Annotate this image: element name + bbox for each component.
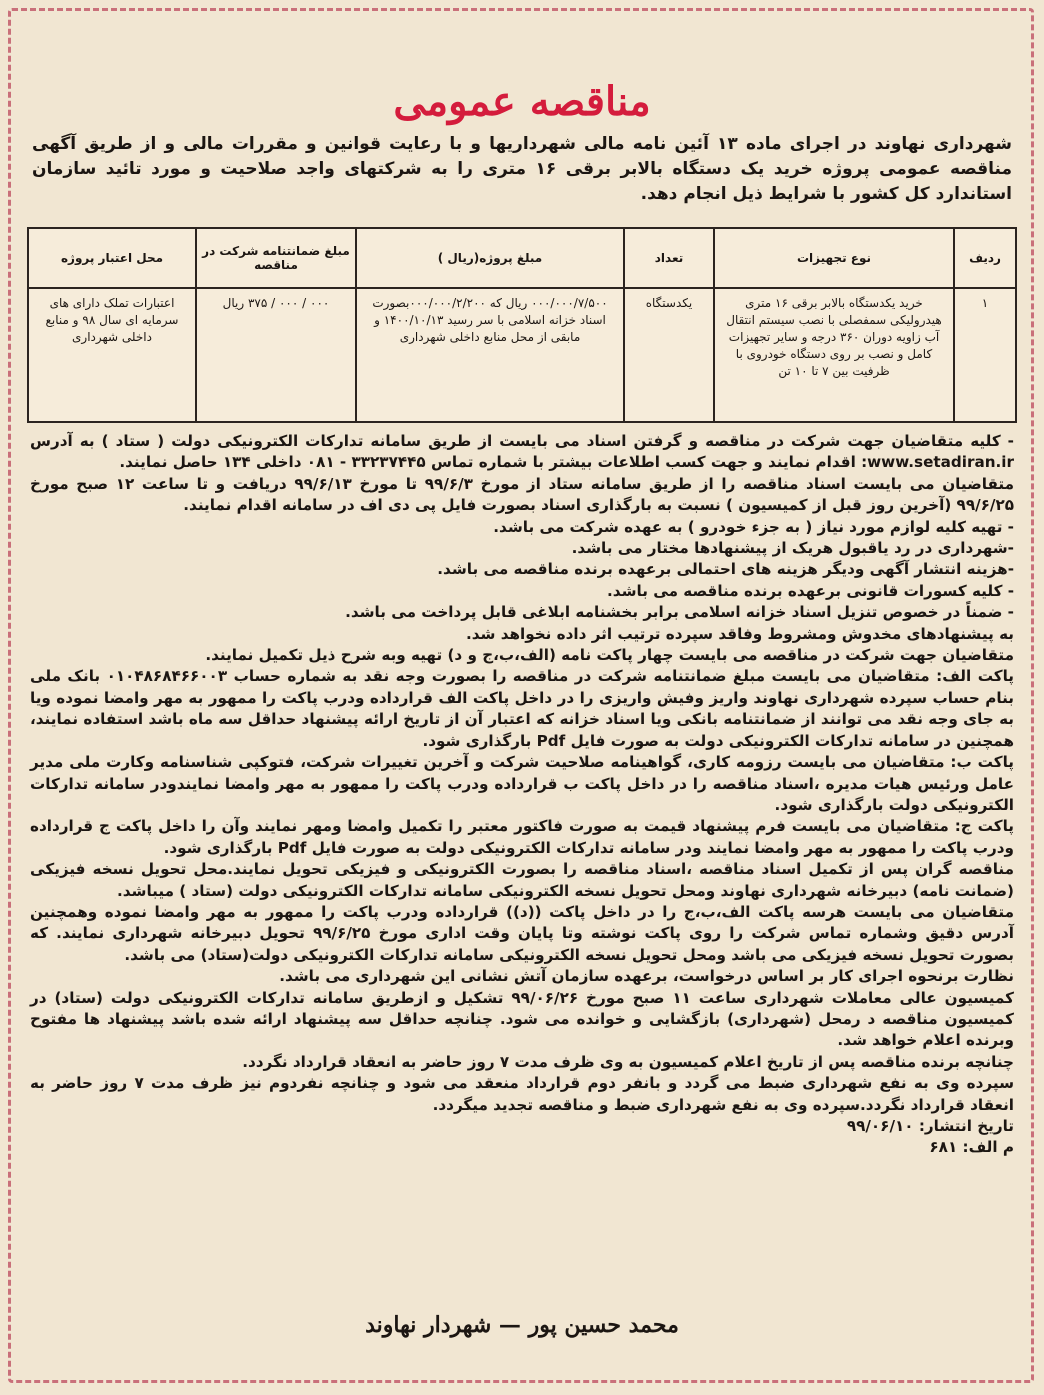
paragraph: -شهرداری در رد یاقبول هریک از پیشنهادها مختار می باشد. (571, 539, 1014, 558)
intro-text: شهرداری نهاوند در اجرای ماده ۱۳ آئین نامه مالی شهرداریها و با رعایت قوانین و مقررات مالی و از طریق آگهی مناقصه عمومی پروژه خرید یک دستگاه بالابر برقی ۱۶ متری را به شرکتهای واجد صلاحیت و مورد تائید سازمان استاندارد کل کشور با شرایط ذیل انجام دهد. (32, 134, 1013, 204)
cell-funding-source: اعتبارات تملک دارای های سرمایه ای سال ۹۸ و منابع داخلی شهرداری (28, 288, 196, 422)
paragraph: سپرده وی به نفع شهرداری ضبط می گردد و بانفر دوم قرارداد منعقد می شود و چنانچه نفردوم نیز ظرف مدت ۷ روز حاضر به انعقاد قرارداد نگردد.سپرده وی به نفع شهرداری ضبط و مناقصه تجدید میگردد. (30, 1074, 1014, 1114)
tender-table (27, 227, 1017, 423)
paragraph: چنانچه برنده مناقصه پس از تاریخ اعلام کمیسیون به وی ظرف مدت ۷ روز حاضر به انعقاد قرارداد نگردد. (242, 1052, 1014, 1071)
cell-row-number: ۱ (954, 288, 1016, 422)
paragraph: پاکت الف: متقاضیان می بایست مبلغ ضمانتنامه شرکت در مناقصه را بصورت وجه نقد به شماره حساب ۰۱۰۴۸۶۸۴۶۶۰۰۳ بانک ملی بنام حساب سپرده شهرداری نهاوند واریز وفیش واریزی را در داخل پاکت الف قرارداده ودرب پاکت را ممهور به مهر وامضا نموده ویا به جای وجه نقد می توانند از ضمانتنامه بانکی ویا اسناد خزانه که اعتبار آن از تاریخ ارائه پیشنهاد حداقل سه ماه باشد استفاده نمایند، همچنین در سامانه تدارکات الکترونیکی دولت به صورت فایل Pdf بارگذاری شود. (30, 667, 1015, 750)
paragraph: - تهیه کلیه لوازم مورد نیاز ( به جزء خودرو ) به عهده شرکت می باشد. (493, 517, 1014, 536)
table-row (28, 288, 1016, 422)
paragraph: - ضمناً در خصوص تنزیل اسناد خزانه اسلامی برابر بخشنامه ابلاغی قابل پرداخت می باشد. (345, 603, 1014, 622)
paragraph: متقاضیان می بایست اسناد مناقصه را از طریق سامانه ستاد از مورخ ۹۹/۶/۳ تا مورخ ۹۹/۶/۱۳ دریافت و تا ساعت ۱۲ صبح مورخ ۹۹/۶/۲۵ (آخرین روز قبل از کمیسیون ) نسبت به بارگذاری اسناد بصورت فایل پی دی اف در سامانه اقدام نمایند. (30, 474, 1014, 515)
paragraph: -هزینه انتشار آگهی ودیگر هزینه های احتمالی برعهده برنده مناقصه می باشد. (437, 560, 1014, 579)
cell-project-amount: ۰۰۰/۰۰۰/۷/۵۰۰ ریال که ۰۰۰/۰۰۰/۲/۲۰۰بصورت اسناد خزانه اسلامی با سر رسید ۱۴۰۰/۱۰/۱۳ و مابقی از محل منابع داخلی شهرداری (356, 288, 624, 422)
paragraph: متقاضیان می بایست هرسه پاکت الف،ب،ج را در داخل پاکت ((د)) قرارداده ودرب پاکت را ممهور به مهر وامضا نموده وهمچنین آدرس دقیق وشماره تماس شرکت را روی پاکت نوشته وتا پایان وقت اداری مورخ ۹۹/۶/۲۵ تحویل دبیرخانه شهرداری نمایند. که بصورت تحویل نسخه فیزیکی می باشد ومحل تحویل نسخه الکترونیکی سامانه تدارکات الکترونیکی دولت(ستاد) می باشد. (30, 902, 1015, 964)
signature: محمد حسین پور — شهردار نهاوند (365, 1312, 679, 1338)
col-funding-source: محل اعتبار پروژه (28, 228, 196, 288)
col-project-amount: مبلغ پروژه(ریال ) (356, 228, 624, 288)
page-title: مناقصه عمومی (393, 78, 651, 125)
paragraph: کمیسیون عالی معاملات شهرداری ساعت ۱۱ صبح مورخ ۹۹/۰۶/۲۶ تشکیل و ازطریق سامانه تدارکات الکترونیکی دولت (ستاد) در کمیسیون مناقصه د رمحل (شهرداری) بازگشایی و خوانده می شود. چنانچه حداقل سه پیشنهاد ارائه شده باشد پیشنهاد ها مفتوح وبرنده اعلام خواهد شد. (30, 988, 1014, 1050)
paragraph: - کلیه کسورات قانونی برعهده برنده مناقصه می باشد. (607, 581, 1014, 600)
col-quantity: تعداد (624, 228, 714, 288)
notice (22, 22, 1022, 1370)
table-header-row (28, 228, 1016, 288)
paragraph: به پیشنهادهای مخدوش ومشروط وفاقد سپرده ترتیب اثر داده نخواهد شد. (465, 624, 1014, 643)
paragraph: پاکت ب: متقاضیان می بایست رزومه کاری، گواهینامه صلاحیت شرکت و آخرین تغییرات شرکت، فتوکپی شناسنامه وکارت ملی مدیر عامل ورئیس هیات مدیره ،اسناد مناقصه را در داخل پاکت ب قرارداده ودرب پاکت را ممهور به مهر وامضا نمایندودر سامانه تدارکات الکترونیکی دولت بارگذاری شود. (30, 753, 1014, 814)
paragraph: مناقصه گران پس از تکمیل اسناد مناقصه ،اسناد مناقصه را بصورت الکترونیکی و فیزیکی تحویل نمایند.محل تحویل نسخه فیزیکی (ضمانت نامه) دبیرخانه شهرداری نهاوند ومحل تحویل نسخه الکترونیکی سامانه تدارکات الکترونیکی دولت (ستاد ) میباشد. (30, 860, 1014, 900)
col-guarantee-amount: مبلغ ضمانتنامه شرکت در مناقصه (196, 228, 356, 288)
conditions-text (30, 431, 1014, 1159)
publish-date: تاریخ انتشار: ۹۹/۰۶/۱۰ (846, 1117, 1014, 1135)
paragraph: پاکت ج: متقاضیان می بایست فرم پیشنهاد قیمت به صورت فاکتور معتبر را تکمیل وامضا ومهر نمایند وآن را داخل پاکت ج قرارداده ودرب پاکت را ممهور به مهر وامضا نمایند ودر سامانه تدارکات الکترونیکی دولت به صورت فایل Pdf بارگذاری شود. (30, 817, 1014, 857)
paragraph: - کلیه متقاضیان جهت شرکت در مناقصه و گرفتن اسناد می بایست از طریق سامانه تدارکات الکترونیکی دولت ( ستاد ) به آدرس www.setadiran.ir: اقدام نمایند و جهت کسب اطلاعات بیشتر با شماره تماس ۳۳۲۳۷۴۴۵ - ۰۸۱ داخلی ۱۳۴ حاصل نمایند. (30, 432, 1014, 472)
cell-quantity: یکدستگاه (624, 288, 714, 422)
col-equipment-type: نوع تجهیزات (714, 228, 954, 288)
paragraph: نظارت برنحوه اجرای کار بر اساس درخواست، برعهده سازمان آتش نشانی این شهرداری می باشد. (279, 967, 1014, 986)
reference-number: م الف: ۶۸۱ (929, 1138, 1014, 1157)
col-row-number: ردیف (954, 228, 1016, 288)
paragraph: متقاضیان جهت شرکت در مناقصه می بایست چهار پاکت نامه (الف،ب،ج و د) تهیه وبه شرح ذیل تکمیل نمایند. (205, 646, 1014, 665)
cell-guarantee-amount: ۰۰۰ / ۰۰۰ / ۳۷۵ ریال (196, 288, 356, 422)
cell-equipment-type: خرید یکدستگاه بالابر برقی ۱۶ متری هیدرولیکی سمفصلی با نصب سیستم انتقال آب زاویه دوران ۳۶۰ درجه و سایر تجهیزات کامل و نصب بر روی دستگاه خودروی با ظرفیت بین ۷ تا ۱۰ تن (714, 288, 954, 422)
